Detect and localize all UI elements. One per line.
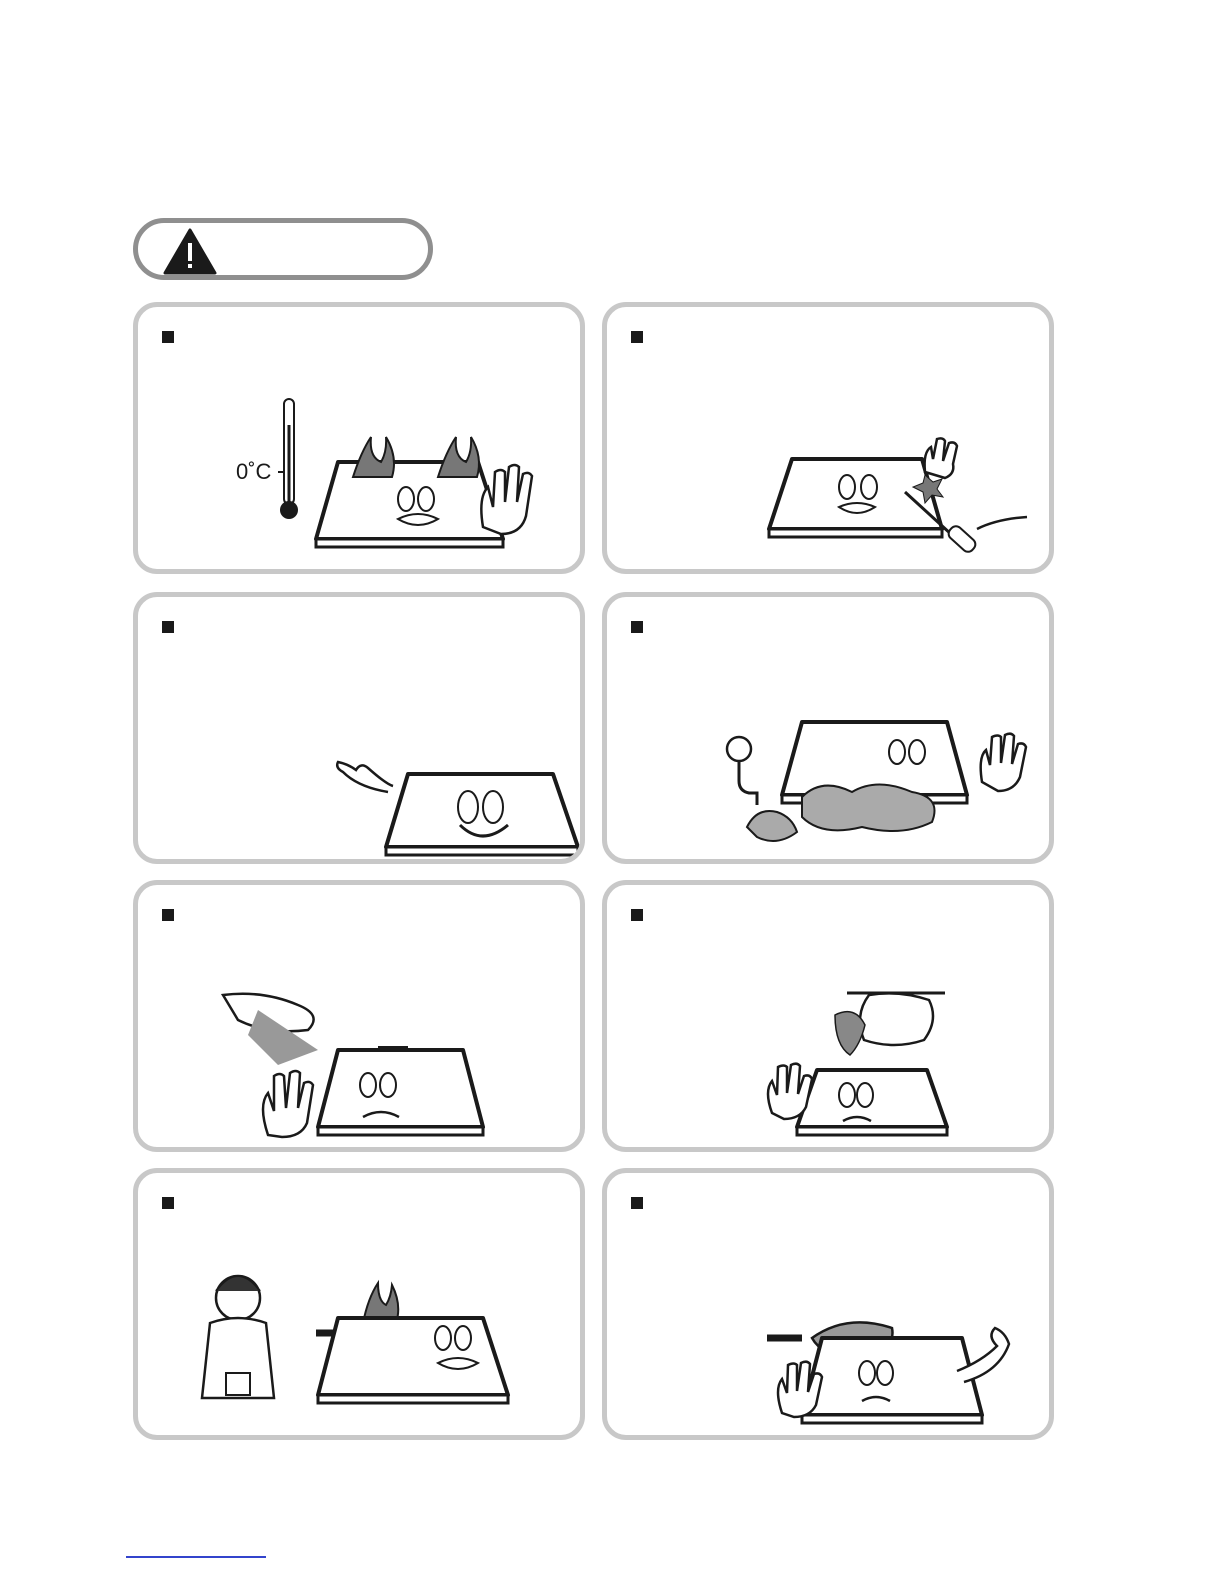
cooktop-icon	[316, 437, 503, 547]
caution-panel-hot-pan	[133, 880, 585, 1152]
caution-panel-cloth	[602, 880, 1054, 1152]
screwdriver-illustration	[607, 307, 1049, 569]
cooktop-icon	[802, 1328, 1009, 1423]
cooktop-icon	[797, 1070, 947, 1135]
caution-panel-freeze	[133, 302, 585, 574]
woman-on-phone-icon	[202, 1276, 274, 1398]
happy-illustration	[138, 597, 580, 859]
hanging-cloth-icon	[835, 993, 945, 1055]
stop-hand-icon	[263, 1071, 313, 1137]
unattended-illustration	[138, 1173, 580, 1435]
temperature-label: 0˚C	[236, 459, 272, 484]
hot-pan-illustration	[138, 885, 580, 1147]
cloth-illustration	[607, 885, 1049, 1147]
cooktop-icon	[318, 1318, 508, 1403]
happy-cooktop-icon	[337, 762, 578, 855]
caution-panel-water	[602, 592, 1054, 864]
water-illustration	[607, 597, 1049, 859]
cooktop-icon	[318, 1050, 483, 1135]
caution-panel-screwdriver	[602, 302, 1054, 574]
caution-header	[133, 218, 433, 280]
thermometer-icon	[278, 399, 298, 519]
pan-overhang-illustration	[607, 1173, 1049, 1435]
cooktop-icon	[769, 459, 942, 537]
stop-hand-icon	[925, 438, 957, 478]
footer-link-underline[interactable]	[126, 1556, 266, 1558]
caution-panel-unattended	[133, 1168, 585, 1440]
caution-panel-pan-overhang	[602, 1168, 1054, 1440]
stop-hand-icon	[981, 734, 1026, 791]
cooktop-icon	[782, 722, 967, 831]
warning-triangle-icon	[160, 227, 220, 277]
freeze-illustration	[138, 307, 580, 569]
stop-hand-icon	[481, 465, 532, 534]
caution-panel-happy	[133, 592, 585, 864]
